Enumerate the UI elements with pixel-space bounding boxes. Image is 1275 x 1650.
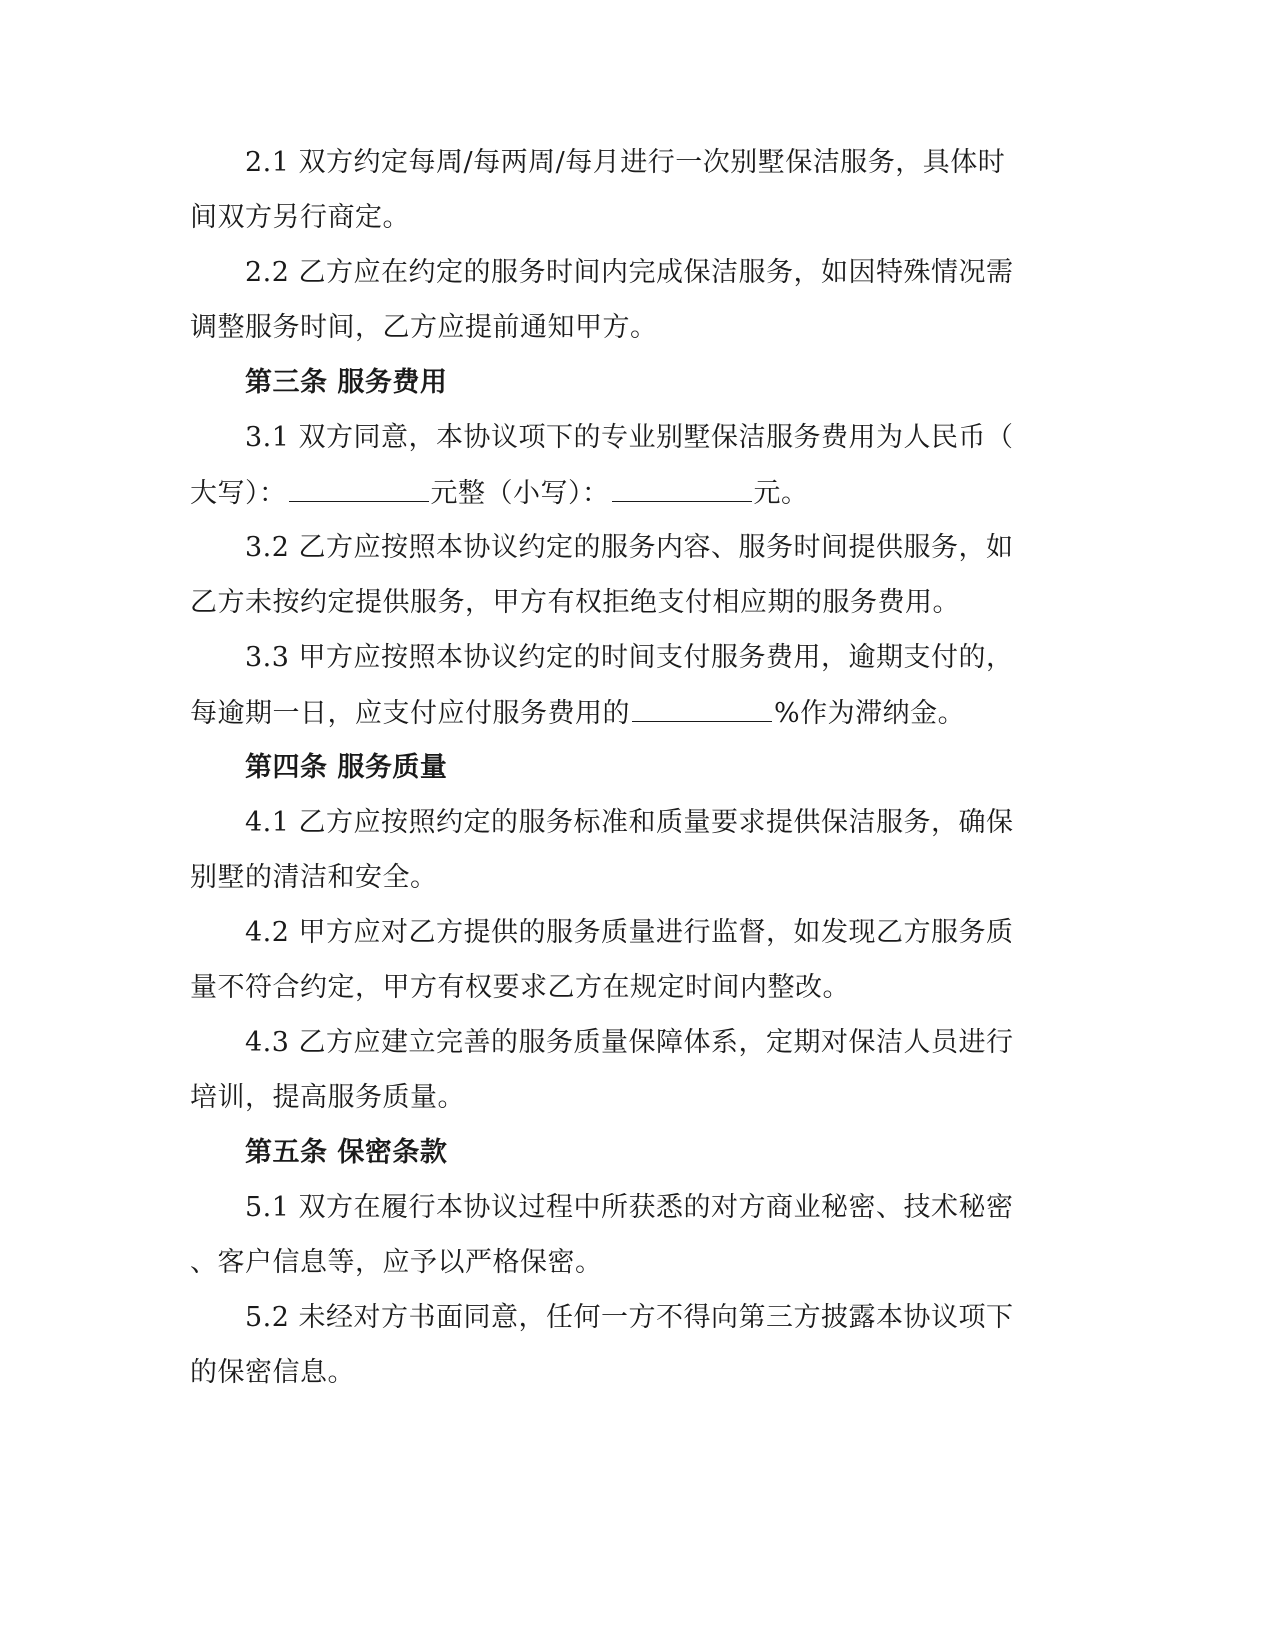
clause-3-3-text-b: %作为滞纳金。 [774, 698, 966, 729]
clause-5-1-line-2: 、客户信息等，应予以严格保密。 [190, 1247, 603, 1278]
clause-3-1-line-1: 3.1 双方同意，本协议项下的专业别墅保洁服务费用为人民币（ [245, 422, 1014, 453]
late-fee-percent-blank [632, 693, 772, 722]
clause-5-2-line-1: 5.2 未经对方书面同意，任何一方不得向第三方披露本协议项下 [245, 1302, 1014, 1333]
clause-4-3-line-2: 培训，提高服务质量。 [190, 1082, 465, 1113]
clause-5-2-line-2: 的保密信息。 [190, 1357, 355, 1388]
clause-3-2-line-2: 乙方未按约定提供服务，甲方有权拒绝支付相应期的服务费用。 [190, 587, 960, 618]
clause-2-1-line-1: 2.1 双方约定每周/每两周/每月进行一次别墅保洁服务，具体时 [245, 147, 1006, 178]
clause-2-2-line-2: 调整服务时间，乙方应提前通知甲方。 [190, 312, 658, 343]
clause-3-3-line-2 [190, 693, 1070, 733]
clause-4-1-line-1: 4.1 乙方应按照约定的服务标准和质量要求提供保洁服务，确保 [245, 807, 1014, 838]
article-3-heading: 第三条 服务费用 [245, 367, 448, 398]
clause-2-1-line-2: 间双方另行商定。 [190, 202, 410, 233]
article-5-heading: 第五条 保密条款 [245, 1137, 448, 1168]
clause-3-3-text-a: 每逾期一日，应支付应付服务费用的 [190, 698, 630, 729]
clause-3-1-line-2 [190, 473, 1070, 513]
clause-5-1-line-1: 5.1 双方在履行本协议过程中所获悉的对方商业秘密、技术秘密 [245, 1192, 1014, 1223]
clause-3-3-line-1: 3.3 甲方应按照本协议约定的时间支付服务费用，逾期支付的， [245, 642, 1014, 673]
clause-3-1-text-b: 元整（小写）： [430, 478, 610, 509]
clause-4-3-line-1: 4.3 乙方应建立完善的服务质量保障体系，定期对保洁人员进行 [245, 1027, 1014, 1058]
clause-3-1-text-c: 元。 [753, 478, 809, 509]
clause-2-2-line-1: 2.2 乙方应在约定的服务时间内完成保洁服务，如因特殊情况需 [245, 257, 1014, 288]
clause-4-2-line-1: 4.2 甲方应对乙方提供的服务质量进行监督，如发现乙方服务质 [245, 917, 1014, 948]
article-4-heading: 第四条 服务质量 [245, 752, 448, 783]
clause-4-2-line-2: 量不符合约定，甲方有权要求乙方在规定时间内整改。 [190, 972, 850, 1003]
amount-numeric-blank [612, 473, 752, 502]
clause-3-2-line-1: 3.2 乙方应按照本协议约定的服务内容、服务时间提供服务，如 [245, 532, 1014, 563]
amount-uppercase-blank [289, 473, 429, 502]
clause-3-1-text-a: 大写）： [190, 478, 287, 509]
clause-4-1-line-2: 别墅的清洁和安全。 [190, 862, 438, 893]
